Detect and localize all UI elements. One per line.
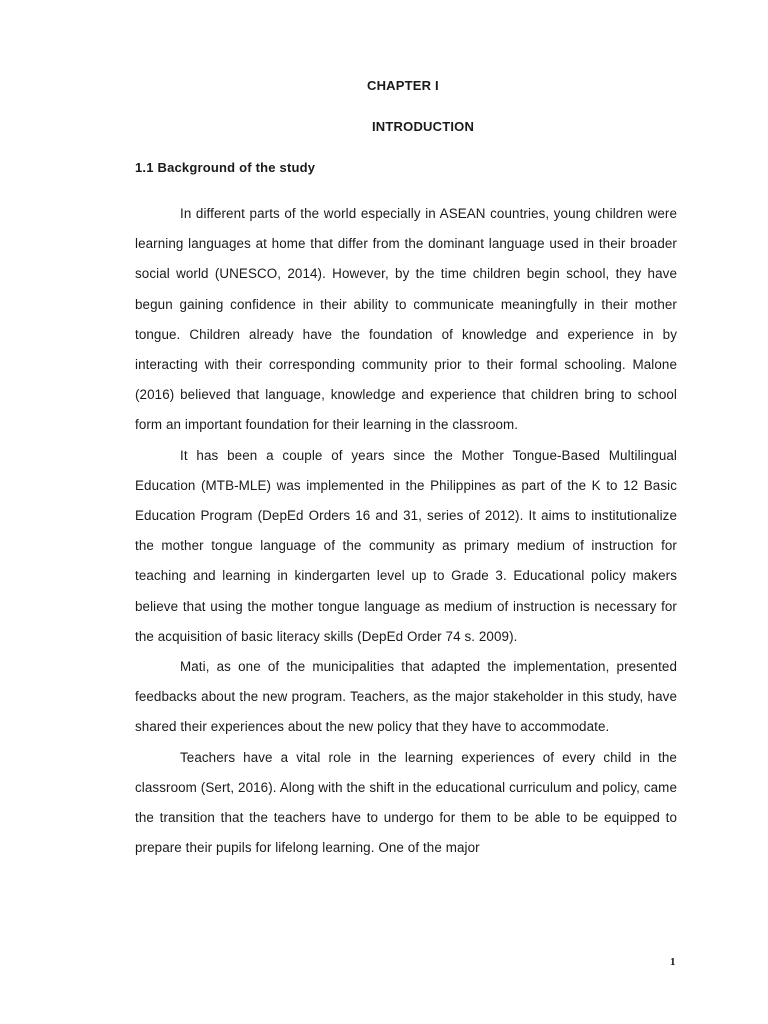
paragraph-4: Teachers have a vital role in the learning experiences of every child in the classroom (Sert, 2016). Along with the shift in the educational curriculum and policy, came the transition that the teachers have to undergo for them to be able to be equipped to prepare their pupils for lifelong learning. One of the major [135,749,677,856]
paragraph-1: In different parts of the world especially in ASEAN countries, young children were learning languages at home that differ from the dominant language used in their broader social world (UNESCO, 2014). However, by the time children begin school, they have begun gaining confidence in their ability to communicate meaningfully in their mother tongue. Children already have the foundation of knowledge and experience in by interacting with their corresponding community prior to their formal schooling. Malone (2016) believed that language, knowledge and experience that children bring to school form an important foundation for their learning in the classroom. [135,206,677,433]
section-heading: 1.1 Background of the study [135,160,316,175]
body-text [135,199,677,863]
paragraph-3: Mati, as one of the municipalities that adapted the implementation, presented feedbacks about the new program. Teachers, as the major stakeholder in this study, have shared their experiences about the new policy that they have to accommodate. [135,659,677,735]
chapter-label: CHAPTER I [367,78,439,93]
chapter-title: INTRODUCTION [372,119,475,134]
paragraph-2: It has been a couple of years since the Mother Tongue-Based Multilingual Education (MTB-MLE) was implemented in the Philippines as part of the K to 12 Basic Education Program (DepEd Orders 16 and 31, series of 2012). It aims to institutionalize the mother tongue language of the community as primary medium of instruction for teaching and learning in kindergarten level up to Grade 3. Educational policy makers believe that using the mother tongue language as medium of instruction is necessary for the acquisition of basic literacy skills (DepEd Order 74 s. 2009). [135,447,677,644]
page-number: 1 [670,956,676,968]
